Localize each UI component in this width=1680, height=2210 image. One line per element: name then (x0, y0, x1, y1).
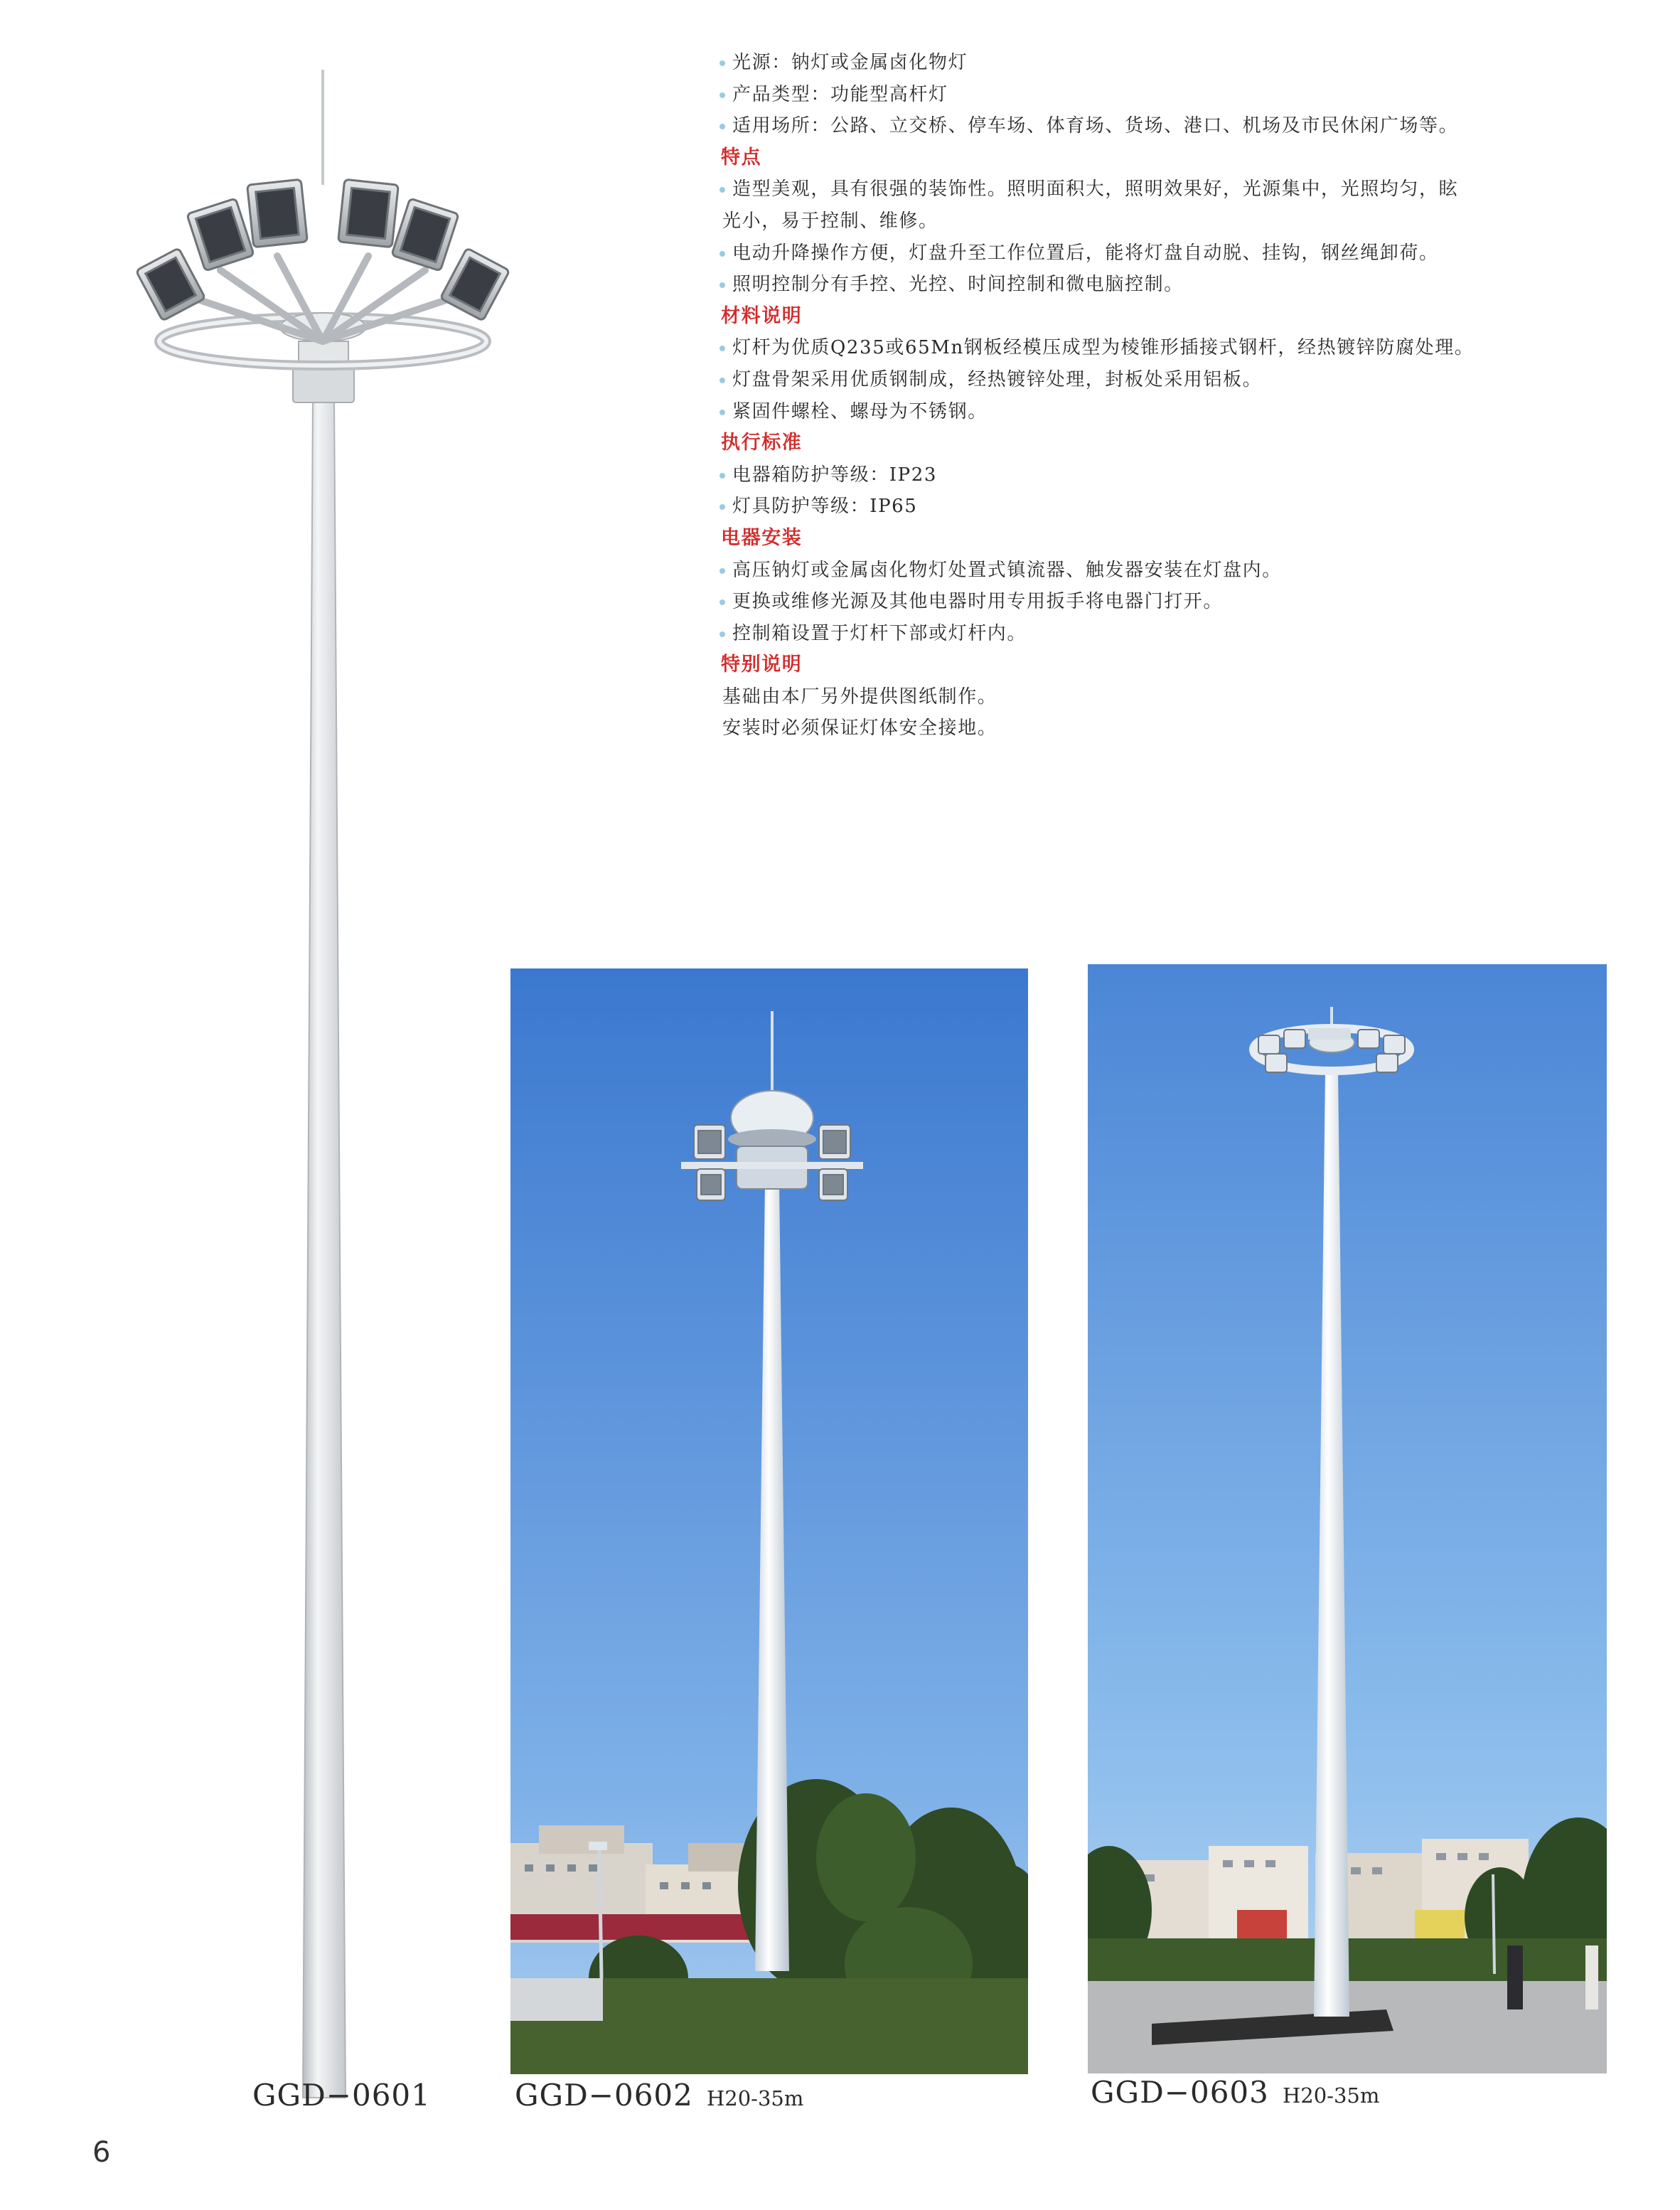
standard-item: 电器箱防护等级：IP23 (718, 459, 1571, 491)
material-item: 灯盘骨架采用优质钢制成，经热镀锌处理，封板处采用铝板。 (718, 364, 1571, 396)
spec-light-source: 光源：钠灯或金属卤化物灯 (718, 47, 1571, 79)
product-photo-ggd-0602 (510, 968, 1028, 2074)
material-item: 紧固件螺栓、螺母为不锈钢。 (718, 396, 1571, 428)
standard-item: 灯具防护等级：IP65 (718, 491, 1571, 523)
height-range: H20-35m (706, 2086, 804, 2110)
product-illustration-ggd-0601 (107, 57, 569, 2108)
height-range: H20-35m (1282, 2083, 1380, 2108)
electrical-item: 高压钠灯或金属卤化物灯处置式镇流器、触发器安装在灯盘内。 (718, 555, 1571, 587)
heading-special: 特别说明 (721, 653, 803, 676)
material-item: 灯杆为优质Q235或65Mn钢板经模压成型为棱锥形插接式钢杆，经热镀锌防腐处理。 (718, 332, 1571, 364)
high-mast-pole-drawing (107, 57, 569, 2105)
heading-features: 特点 (721, 146, 762, 169)
heading-materials: 材料说明 (721, 304, 803, 327)
caption-ggd-0602 (515, 2078, 803, 2113)
caption-ggd-0603 (1091, 2075, 1379, 2110)
model-number: GGD−0601 (252, 2078, 431, 2113)
feature-item: 照明控制分有手控、光控、时间控制和微电脑控制。 (718, 269, 1571, 301)
electrical-item: 更换或维修光源及其他电器时用专用扳手将电器门打开。 (718, 586, 1571, 618)
product-specifications (718, 47, 1571, 744)
feature-item: 造型美观，具有很强的装饰性。照明面积大，照明效果好，光源集中，光照均匀，眩 (718, 174, 1571, 205)
caption-ggd-0601 (252, 2078, 431, 2113)
special-note: 安装时必须保证灯体安全接地。 (722, 717, 997, 740)
spec-product-type: 产品类型：功能型高杆灯 (718, 79, 1571, 111)
electrical-item: 控制箱设置于灯杆下部或灯杆内。 (718, 618, 1571, 650)
feature-item: 电动升降操作方便，灯盘升至工作位置后，能将灯盘自动脱、挂钩，钢丝绳卸荷。 (718, 237, 1571, 269)
spec-applications: 适用场所：公路、立交桥、停车场、体育场、货场、港口、机场及市民休闲广场等。 (718, 110, 1571, 142)
feature-item-continued: 光小，易于控制、维修。 (722, 210, 938, 232)
special-note: 基础由本厂另外提供图纸制作。 (722, 685, 997, 708)
heading-electrical: 电器安装 (721, 526, 803, 549)
heading-standards: 执行标准 (721, 432, 803, 454)
model-number: GGD−0603 (1091, 2075, 1269, 2110)
product-photo-ggd-0603 (1088, 964, 1607, 2073)
page-number: 6 (92, 2136, 111, 2169)
model-number: GGD−0602 (515, 2078, 693, 2113)
